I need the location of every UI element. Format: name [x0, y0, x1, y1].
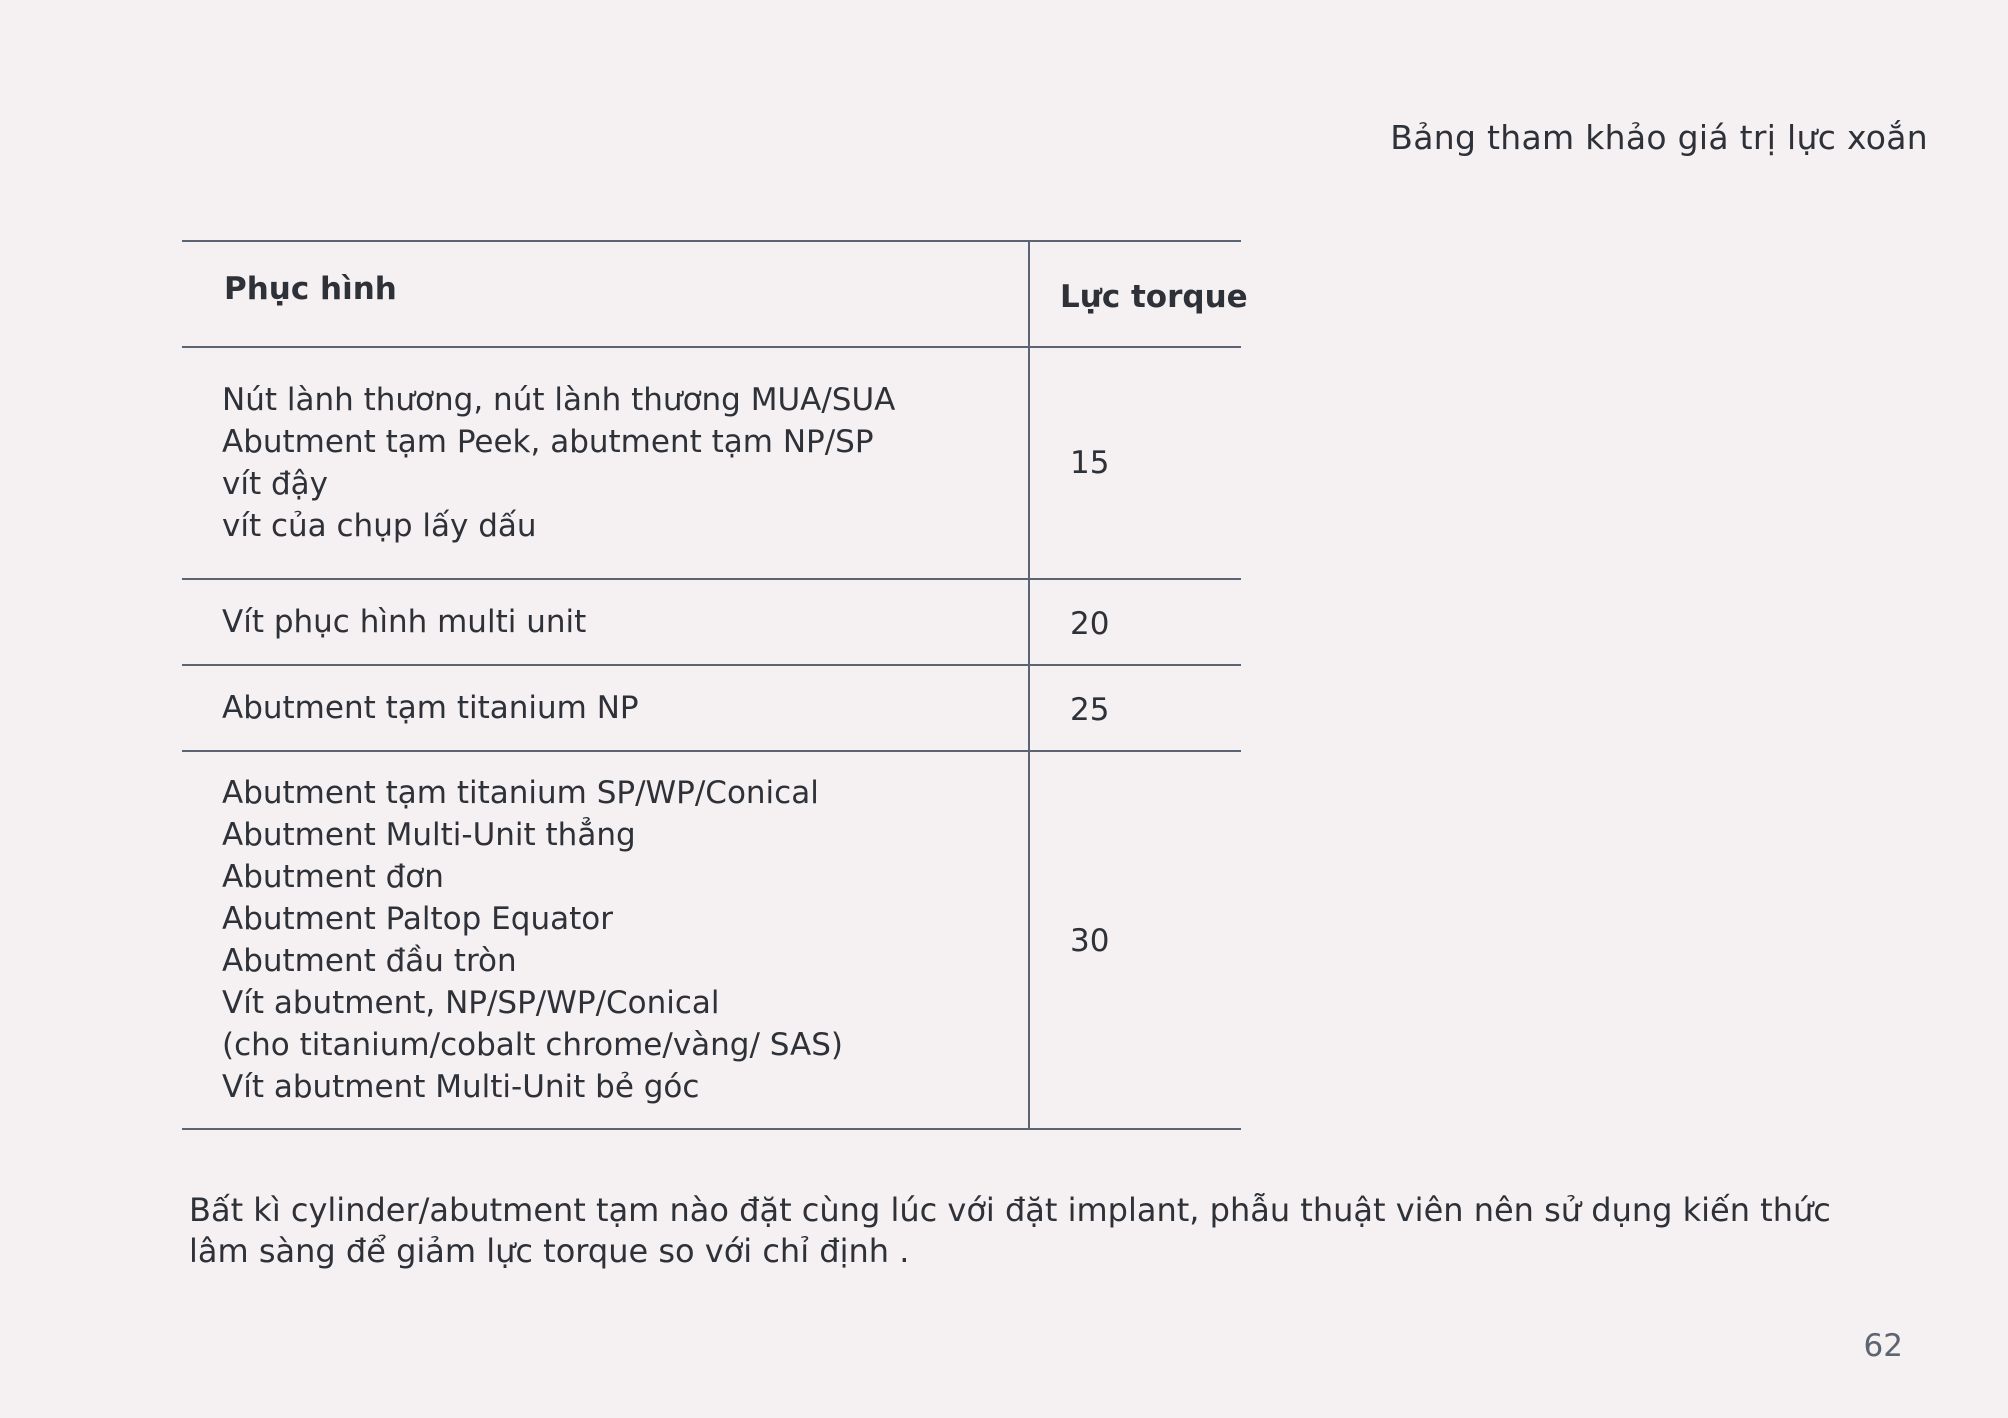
table-row: [182, 579, 1241, 665]
restoration-line: vít đậy: [222, 466, 328, 502]
restoration-line: Abutment tạm titanium SP/WP/Conical: [222, 775, 819, 811]
restoration-cell: [182, 751, 1029, 1129]
restoration-line: Abutment tạm titanium NP: [222, 690, 639, 726]
column-header-torque: Lực torque: [1029, 241, 1241, 347]
restoration-cell: [182, 579, 1029, 665]
restoration-line: Vít abutment, NP/SP/WP/Conical: [222, 985, 720, 1021]
restoration-line: Abutment Paltop Equator: [222, 901, 613, 937]
restoration-line: vít của chụp lấy dấu: [222, 508, 537, 544]
table-row: [182, 665, 1241, 751]
table-header-row: [182, 241, 1241, 347]
restoration-line: Abutment Multi-Unit thẳng: [222, 817, 636, 853]
restoration-line: Abutment tạm Peek, abutment tạm NP/SP: [222, 424, 874, 460]
restoration-line: Vít phục hình multi unit: [222, 604, 587, 640]
restoration-cell: [182, 347, 1029, 579]
torque-value: 30: [1029, 751, 1241, 1129]
restoration-line: Abutment đầu tròn: [222, 943, 517, 979]
footnote: [189, 1190, 1889, 1272]
restoration-line: Vít abutment Multi-Unit bẻ góc: [222, 1069, 700, 1105]
torque-value: 25: [1029, 665, 1241, 751]
table-row: [182, 751, 1241, 1129]
torque-value: 15: [1029, 347, 1241, 579]
table-row: [182, 347, 1241, 579]
restoration-cell: [182, 665, 1029, 751]
restoration-line: Abutment đơn: [222, 859, 444, 895]
torque-value: 20: [1029, 579, 1241, 665]
page-number: 62: [1863, 1328, 1903, 1364]
torque-reference-table: [182, 240, 1248, 1130]
footnote-line: lâm sàng để giảm lực torque so với chỉ định .: [189, 1232, 910, 1270]
footnote-line: Bất kì cylinder/abutment tạm nào đặt cùng lúc với đặt implant, phẫu thuật viên nên sử dụng kiến thức: [189, 1191, 1831, 1229]
running-title: Bảng tham khảo giá trị lực xoắn: [1390, 118, 1928, 157]
restoration-line: (cho titanium/cobalt chrome/vàng/ SAS): [222, 1027, 844, 1063]
restoration-line: Nút lành thương, nút lành thương MUA/SUA: [222, 382, 896, 418]
column-header-restoration: Phục hình: [182, 241, 1029, 347]
